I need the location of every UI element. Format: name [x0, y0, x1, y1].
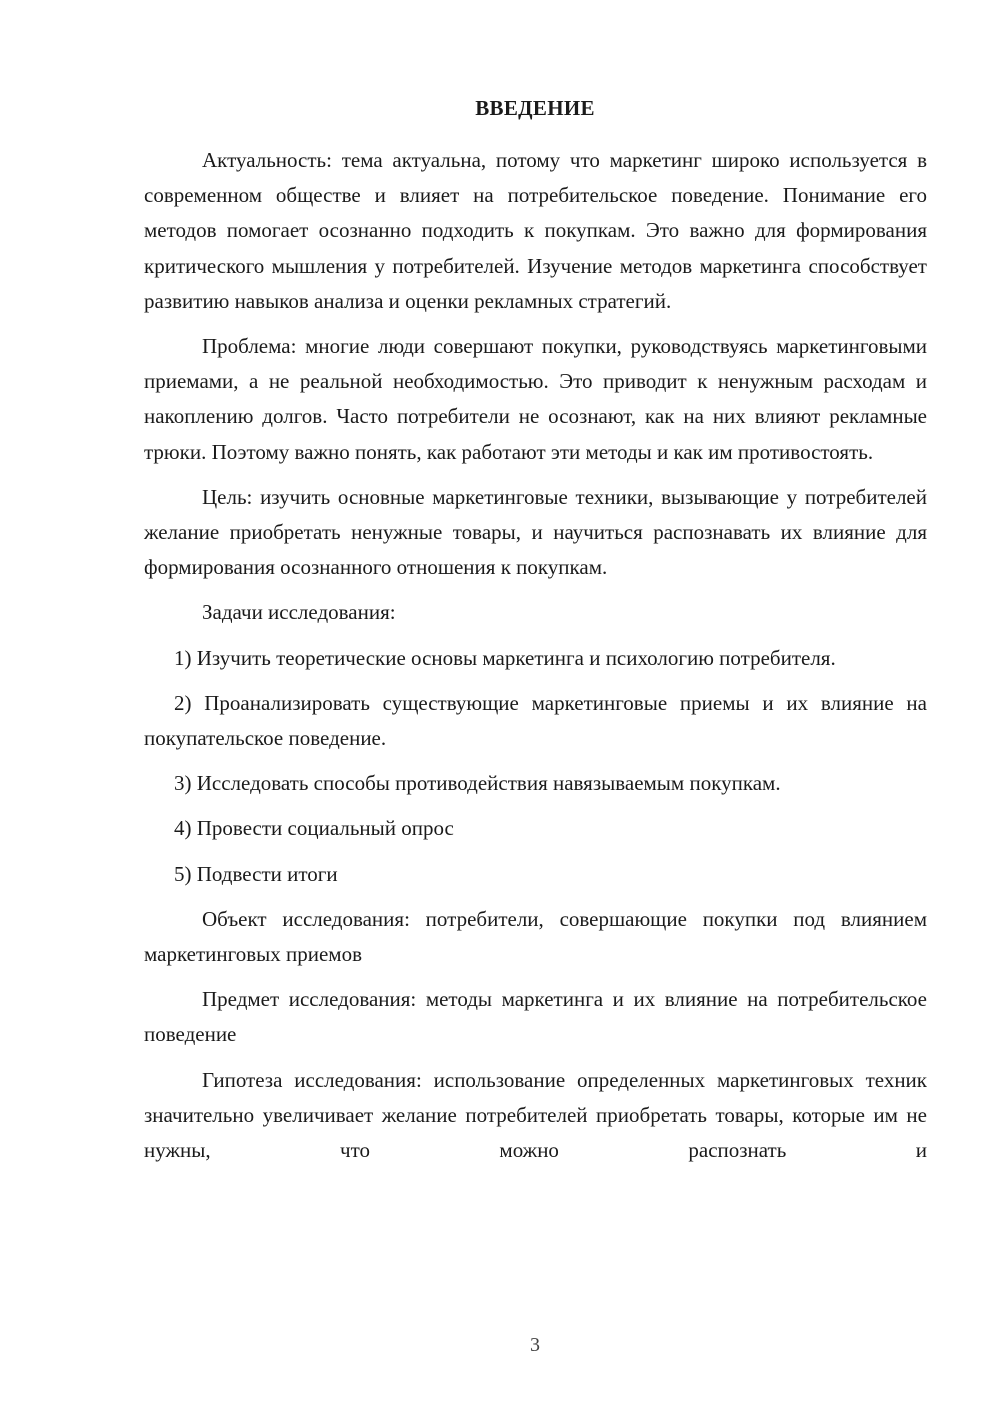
- task-item-1: 1) Изучить теоретические основы маркетинга и психологию потребителя.: [174, 645, 836, 670]
- page-number: 3: [530, 1334, 540, 1356]
- goal-paragraph: Цель: изучить основные маркетинговые техники, вызывающие у потребителей желание приобретать ненужные товары, и научиться распознавать их влияние для формирования осознанного отношения к покупкам.: [144, 484, 927, 580]
- task-item-3: 3) Исследовать способы противодействия навязываемым покупкам.: [174, 771, 781, 796]
- document-body: [144, 143, 927, 1178]
- relevance-paragraph: Актуальность: тема актуальна, потому что маркетинг широко используется в современном обществе и влияет на потребительское поведение. Понимание его методов помогает осознанно подходить к покупкам. Это важно для формирования критического мышления у потребителей. Изучение методов маркетинга способствует развитию навыков анализа и оценки рекламных стратегий.: [144, 148, 927, 313]
- object-paragraph: Объект исследования: потребители, совершающие покупки под влиянием маркетинговых приемов: [144, 906, 927, 967]
- task-item-2: 2) Проанализировать существующие маркетинговые приемы и их влияние на покупательское поведение.: [144, 690, 927, 751]
- problem-paragraph: Проблема: многие люди совершают покупки, руководствуясь маркетинговыми приемами, а не реальной необходимостью. Это приводит к ненужным расходам и накоплению долгов. Часто потребители не осознают, как на них влияют рекламные трюки. Поэтому важно понять, как работают эти методы и как им противостоять.: [144, 334, 927, 464]
- tasks-heading: Задачи исследования:: [202, 600, 396, 625]
- page-title: ВВЕДЕНИЕ: [475, 96, 595, 120]
- hypothesis-paragraph: Гипотеза исследования: использование определенных маркетинговых техник значительно увеличивает желание потребителей приобретать товары, которые им не нужны, что можно распознать и: [144, 1067, 927, 1163]
- task-item-5: 5) Подвести итоги: [174, 861, 338, 886]
- task-item-4: 4) Провести социальный опрос: [174, 816, 454, 841]
- subject-paragraph: Предмет исследования: методы маркетинга и их влияние на потребительское поведение: [144, 987, 927, 1047]
